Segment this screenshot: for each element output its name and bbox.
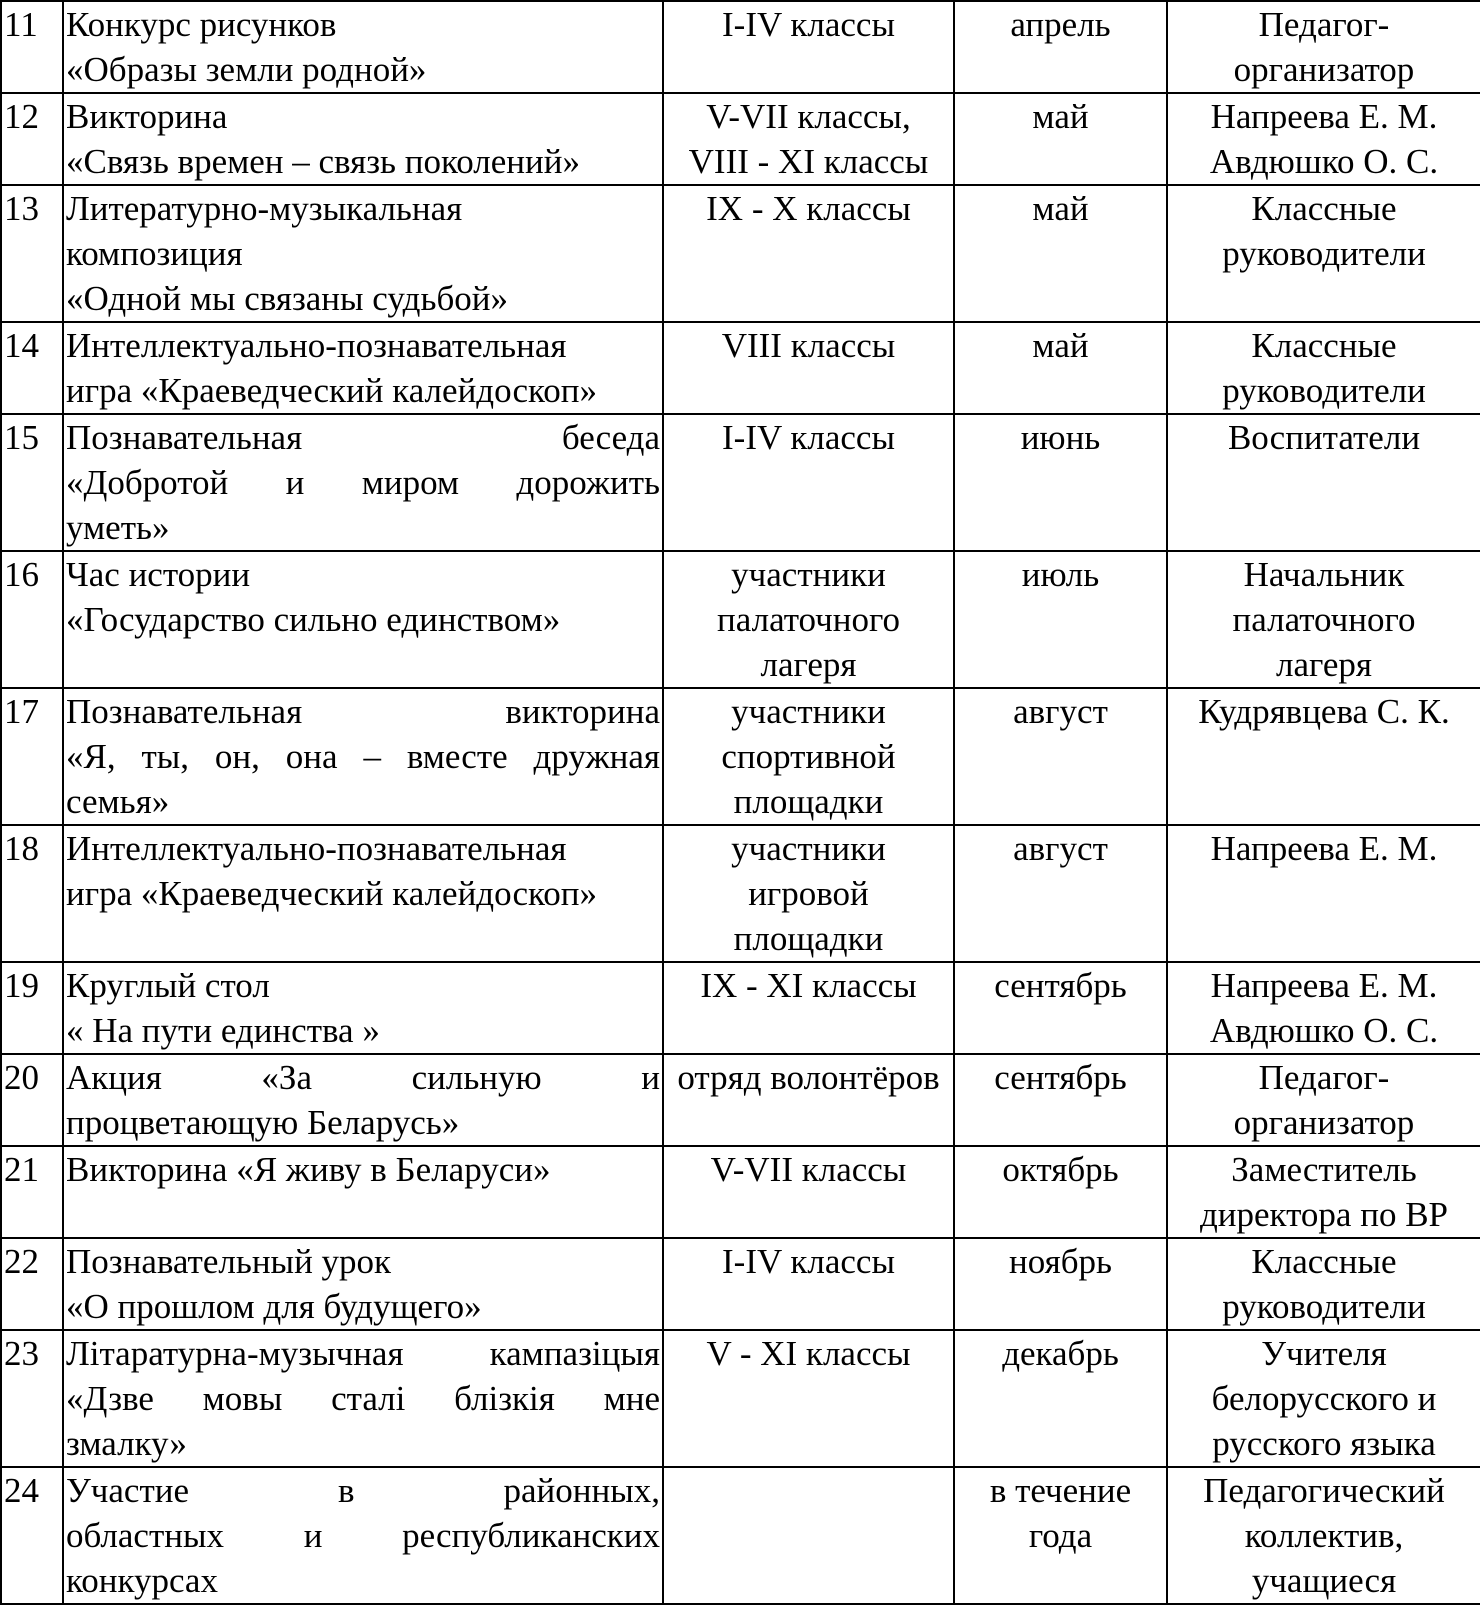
date-line: июнь bbox=[1020, 418, 1101, 457]
responsible-line: белорусского и bbox=[1211, 1379, 1437, 1418]
row-number: 23 bbox=[1, 1330, 63, 1467]
table-row bbox=[1, 962, 1480, 1054]
responsible-line: Классные bbox=[1251, 1242, 1397, 1281]
date bbox=[954, 688, 1167, 825]
participants bbox=[663, 688, 954, 825]
row-number: 21 bbox=[1, 1146, 63, 1238]
participants-line: V - XI классы bbox=[706, 1334, 911, 1373]
event-title-line: Акция «За сильную и bbox=[66, 1058, 660, 1097]
table-row bbox=[1, 1146, 1480, 1238]
participants bbox=[663, 1238, 954, 1330]
event-title-line: конкурсах bbox=[66, 1561, 218, 1600]
event-title-line: «Связь времен – связь поколений» bbox=[66, 142, 580, 181]
date-line: сентябрь bbox=[994, 1058, 1127, 1097]
responsible bbox=[1167, 93, 1480, 185]
responsible-line: Классные bbox=[1251, 189, 1397, 228]
table-row bbox=[1, 825, 1480, 962]
event-title bbox=[63, 551, 663, 688]
event-title-line: Викторина bbox=[66, 97, 228, 136]
event-title bbox=[63, 1, 663, 93]
date-line: август bbox=[1013, 829, 1108, 868]
responsible-line: Авдюшко О. С. bbox=[1209, 142, 1439, 181]
event-title bbox=[63, 688, 663, 825]
row-number: 20 bbox=[1, 1054, 63, 1146]
responsible bbox=[1167, 1146, 1480, 1238]
date bbox=[954, 1467, 1167, 1604]
date bbox=[954, 551, 1167, 688]
responsible bbox=[1167, 1, 1480, 93]
row-number: 18 bbox=[1, 825, 63, 962]
event-title bbox=[63, 1146, 663, 1238]
responsible-line: Кудрявцева С. К. bbox=[1198, 692, 1450, 731]
responsible bbox=[1167, 185, 1480, 322]
table-row bbox=[1, 1054, 1480, 1146]
event-title bbox=[63, 322, 663, 414]
event-title-line: Викторина «Я живу в Беларуси» bbox=[66, 1150, 551, 1189]
participants-line: участники bbox=[731, 829, 886, 868]
responsible bbox=[1167, 1054, 1480, 1146]
responsible bbox=[1167, 825, 1480, 962]
participants-line: спортивной bbox=[721, 737, 896, 776]
event-title-line: уметь» bbox=[66, 508, 170, 547]
date bbox=[954, 1, 1167, 93]
responsible-line: директора по ВР bbox=[1199, 1195, 1449, 1234]
responsible-line: Начальник bbox=[1243, 555, 1405, 594]
date bbox=[954, 825, 1167, 962]
date bbox=[954, 1054, 1167, 1146]
participants-line: V-VII классы bbox=[710, 1150, 907, 1189]
participants-line: площадки bbox=[733, 919, 884, 958]
responsible-line: Напреева Е. М. bbox=[1210, 966, 1438, 1005]
date-line: август bbox=[1013, 692, 1108, 731]
participants-line: площадки bbox=[733, 782, 884, 821]
participants-line: IX - X классы bbox=[706, 189, 911, 228]
event-title-line: Конкурс рисунков bbox=[66, 5, 337, 44]
event-title-line: змалку» bbox=[66, 1424, 187, 1463]
event-title bbox=[63, 1467, 663, 1604]
participants bbox=[663, 825, 954, 962]
date-line: апрель bbox=[1010, 5, 1111, 44]
event-title-line: Познавательная викторина bbox=[66, 692, 660, 731]
date-line: ноябрь bbox=[1009, 1242, 1112, 1281]
row-number: 16 bbox=[1, 551, 63, 688]
responsible bbox=[1167, 551, 1480, 688]
participants-line: VIII - XI классы bbox=[688, 142, 929, 181]
responsible-line: Классные bbox=[1251, 326, 1397, 365]
responsible-line: Педагог- bbox=[1258, 5, 1390, 44]
participants bbox=[663, 551, 954, 688]
row-number: 12 bbox=[1, 93, 63, 185]
responsible bbox=[1167, 1330, 1480, 1467]
event-title bbox=[63, 825, 663, 962]
date-line: года bbox=[1028, 1516, 1093, 1555]
date-line: в течение bbox=[989, 1471, 1132, 1510]
responsible-line: учащиеся bbox=[1251, 1561, 1397, 1600]
event-title-line: областных и республиканских bbox=[66, 1516, 660, 1555]
participants bbox=[663, 962, 954, 1054]
table-row bbox=[1, 1467, 1480, 1604]
event-title-line: Познавательный урок bbox=[66, 1242, 392, 1281]
participants bbox=[663, 1330, 954, 1467]
date bbox=[954, 93, 1167, 185]
date-line: май bbox=[1032, 189, 1089, 228]
date-line: май bbox=[1032, 326, 1089, 365]
date bbox=[954, 962, 1167, 1054]
event-title-line: «О прошлом для будущего» bbox=[66, 1287, 482, 1326]
event-title-line: Интеллектуально-познавательная bbox=[66, 829, 567, 868]
event-title-line: «Государство сильно единством» bbox=[66, 600, 561, 639]
participants-line: I-IV классы bbox=[722, 418, 895, 457]
row-number: 11 bbox=[1, 1, 63, 93]
date bbox=[954, 1238, 1167, 1330]
date-line: июль bbox=[1021, 555, 1100, 594]
date-line: октябрь bbox=[1002, 1150, 1119, 1189]
responsible bbox=[1167, 322, 1480, 414]
participants-line: I-IV классы bbox=[722, 5, 895, 44]
responsible-line: Напреева Е. М. bbox=[1210, 97, 1438, 136]
responsible-line: руководители bbox=[1222, 234, 1426, 273]
date bbox=[954, 1330, 1167, 1467]
responsible-line: Учителя bbox=[1261, 1334, 1387, 1373]
date bbox=[954, 185, 1167, 322]
responsible bbox=[1167, 1238, 1480, 1330]
responsible-line: русского языка bbox=[1212, 1424, 1436, 1463]
event-title bbox=[63, 1330, 663, 1467]
row-number: 15 bbox=[1, 414, 63, 551]
event-title-line: Літаратурна-музычная кампазіцыя bbox=[66, 1334, 660, 1373]
event-title-line: композиция bbox=[66, 234, 243, 273]
table-row bbox=[1, 1, 1480, 93]
participants-line: игровой bbox=[748, 874, 869, 913]
event-title bbox=[63, 1238, 663, 1330]
event-title bbox=[63, 962, 663, 1054]
date-line: декабрь bbox=[1002, 1334, 1119, 1373]
responsible-line: Напреева Е. М. bbox=[1210, 829, 1438, 868]
event-title-line: « На пути единства » bbox=[66, 1011, 380, 1050]
table-row bbox=[1, 688, 1480, 825]
participants-line: I-IV классы bbox=[722, 1242, 895, 1281]
row-number: 13 bbox=[1, 185, 63, 322]
table-row bbox=[1, 93, 1480, 185]
date bbox=[954, 1146, 1167, 1238]
participants-line: участники bbox=[731, 555, 886, 594]
participants-line: IX - XI классы bbox=[700, 966, 917, 1005]
event-title-line: процветающую Беларусь» bbox=[66, 1103, 460, 1142]
responsible bbox=[1167, 688, 1480, 825]
event-title-line: «Я, ты, он, она – вместе дружная bbox=[66, 737, 660, 776]
event-title-line: «Дзве мовы сталі блізкія мне bbox=[66, 1379, 660, 1418]
event-title-line: игра «Краеведческий калейдоскоп» bbox=[66, 874, 597, 913]
responsible bbox=[1167, 1467, 1480, 1604]
responsible-line: организатор bbox=[1233, 50, 1415, 89]
event-title-line: Интеллектуально-познавательная bbox=[66, 326, 567, 365]
row-number: 24 bbox=[1, 1467, 63, 1604]
participants bbox=[663, 1, 954, 93]
event-title-line: «Добротой и миром дорожить bbox=[66, 463, 660, 502]
responsible-line: лагеря bbox=[1275, 645, 1373, 684]
row-number: 22 bbox=[1, 1238, 63, 1330]
participants-line: V-VII классы, bbox=[706, 97, 911, 136]
event-title-line: Познавательная беседа bbox=[66, 418, 660, 457]
participants bbox=[663, 93, 954, 185]
responsible-line: Педагогический bbox=[1203, 1471, 1445, 1510]
responsible-line: коллектив, bbox=[1244, 1516, 1404, 1555]
event-title bbox=[63, 414, 663, 551]
event-title-line: игра «Краеведческий калейдоскоп» bbox=[66, 371, 597, 410]
table-row bbox=[1, 185, 1480, 322]
participants-line: участники bbox=[731, 692, 886, 731]
event-title bbox=[63, 1054, 663, 1146]
responsible-line: палаточного bbox=[1232, 600, 1416, 639]
row-number: 14 bbox=[1, 322, 63, 414]
participants-line: палаточного bbox=[717, 600, 900, 639]
participants bbox=[663, 185, 954, 322]
participants bbox=[663, 1054, 954, 1146]
responsible bbox=[1167, 962, 1480, 1054]
date-line: сентябрь bbox=[994, 966, 1127, 1005]
event-title-line: Участие в районных, bbox=[66, 1471, 660, 1510]
table-row bbox=[1, 551, 1480, 688]
event-title-line: Литературно-музыкальная bbox=[66, 189, 463, 228]
event-title bbox=[63, 185, 663, 322]
event-title bbox=[63, 93, 663, 185]
events-plan-body bbox=[1, 1, 1480, 1604]
table-row bbox=[1, 1330, 1480, 1467]
table-row bbox=[1, 414, 1480, 551]
responsible-line: Заместитель bbox=[1231, 1150, 1417, 1189]
responsible-line: Воспитатели bbox=[1227, 418, 1421, 457]
date-line: май bbox=[1032, 97, 1089, 136]
participants bbox=[663, 1467, 954, 1604]
participants bbox=[663, 414, 954, 551]
participants-line: отряд волонтёров bbox=[677, 1058, 940, 1097]
participants-line: VIII классы bbox=[721, 326, 896, 365]
participants bbox=[663, 322, 954, 414]
event-title-line: Час истории bbox=[66, 555, 251, 594]
participants-line: лагеря bbox=[760, 645, 857, 684]
table-row bbox=[1, 1238, 1480, 1330]
row-number: 17 bbox=[1, 688, 63, 825]
event-title-line: семья» bbox=[66, 782, 170, 821]
responsible-line: организатор bbox=[1233, 1103, 1415, 1142]
row-number: 19 bbox=[1, 962, 63, 1054]
responsible bbox=[1167, 414, 1480, 551]
participants bbox=[663, 1146, 954, 1238]
event-title-line: Круглый стол bbox=[66, 966, 270, 1005]
responsible-line: руководители bbox=[1222, 1287, 1426, 1326]
table-row bbox=[1, 322, 1480, 414]
date bbox=[954, 414, 1167, 551]
responsible-line: Педагог- bbox=[1258, 1058, 1390, 1097]
responsible-line: руководители bbox=[1222, 371, 1426, 410]
date bbox=[954, 322, 1167, 414]
event-title-line: «Одной мы связаны судьбой» bbox=[66, 279, 508, 318]
responsible-line: Авдюшко О. С. bbox=[1209, 1011, 1439, 1050]
event-title-line: «Образы земли родной» bbox=[66, 50, 427, 89]
